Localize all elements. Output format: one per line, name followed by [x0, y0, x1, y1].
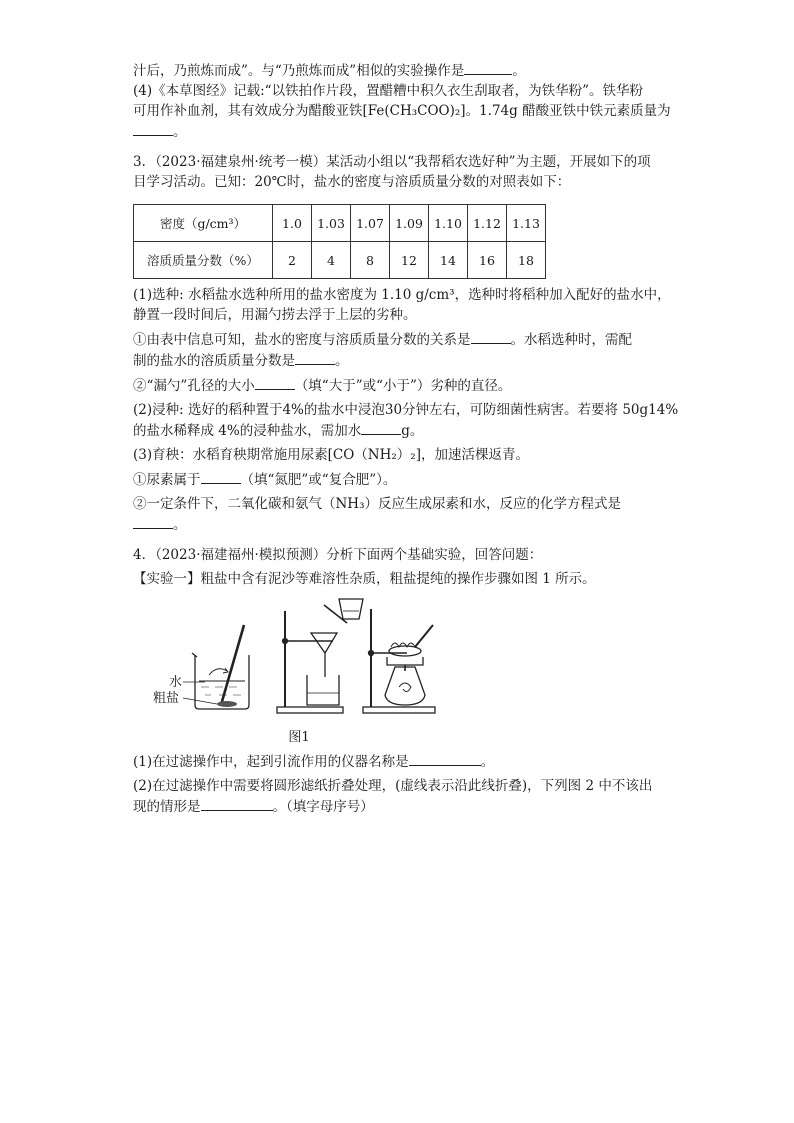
table-cell: 1.03: [312, 205, 351, 242]
text-line: (1)选种: 水稻盐水选种所用的盐水密度为 1.10 g/cm³，选种时将稻种加入配好的盐水中，: [133, 287, 671, 303]
answer-blank[interactable]: [133, 121, 173, 136]
text-line: ①尿素属于 （填“氮肥”或“复合肥”）。: [133, 469, 663, 490]
label-crude-salt: 粗盐: [153, 691, 180, 706]
document-page: [133, 60, 679, 817]
table-cell: 16: [468, 242, 507, 279]
text-line: (2)浸种: 选好的稻种置于4%的盐水中浸泡30分钟左右，可防细菌性病害。若要将 50g14%: [133, 402, 679, 418]
text-line: (4)《本草图经》记载:“以铁拍作片段，置醋糟中积久衣生刮取者，为铁华粉”。铁华粉: [133, 83, 643, 99]
text-line: 。: [133, 514, 663, 535]
text-line: (3)育秧：水稻育秧期常施用尿素[CO（NH₂）₂]，加速活棵返青。: [133, 447, 529, 463]
answer-blank[interactable]: [201, 796, 273, 811]
text-line: 【实验一】粗盐中含有泥沙等难溶性杂质，粗盐提纯的操作步骤如图 1 所示。: [133, 571, 596, 587]
text-line: (1)在过滤操作中，起到引流作用的仪器名称是 。: [133, 751, 663, 772]
table-cell: 1.09: [390, 205, 429, 242]
table-cell: 1.12: [468, 205, 507, 242]
text-line: ②一定条件下，二氧化碳和氨气（NH₃）反应生成尿素和水，反应的化学方程式是: [133, 496, 621, 512]
text-line: 可用作补血剂，其有效成分为醋酸亚铁[Fe(CH₃COO)₂]。1.74g 醋酸亚铁中铁元素质量为: [133, 103, 671, 119]
table-cell: 8: [351, 242, 390, 279]
figure-caption: 图1: [288, 730, 310, 745]
text-line: 汁后，乃煎炼而成”。与“乃煎炼而成”相似的实验操作是 。: [133, 60, 663, 81]
table-row: [134, 205, 546, 242]
text-line: 制的盐水的溶质质量分数是 。: [133, 350, 663, 371]
answer-blank[interactable]: [471, 329, 511, 344]
text-line: 。: [133, 121, 663, 142]
text-line: (2)在过滤操作中需要将圆形滤纸折叠处理，(虚线表示沿此线折叠)，下列图 2 中不该出: [133, 778, 653, 794]
table-row: [134, 242, 546, 279]
table-cell: 4: [312, 242, 351, 279]
figure-1: [149, 595, 449, 745]
table-cell: 18: [507, 242, 546, 279]
question-4-header: 4．（2023·福建福州·模拟预测）分析下面两个基础实验，回答问题：: [133, 547, 543, 563]
apparatus-illustration: [149, 595, 449, 720]
table-cell: 1.13: [507, 205, 546, 242]
table-cell: 1.10: [429, 205, 468, 242]
table-cell: 12: [390, 242, 429, 279]
text-line: ①由表中信息可知，盐水的密度与溶质质量分数的关系是 。水稻选种时，需配: [133, 329, 663, 350]
question-3-header: 3．（2023·福建泉州·统考一模）某活动小组以“我帮稻农选好种”为主题，开展如下的项: [133, 154, 651, 170]
answer-blank[interactable]: [133, 514, 173, 529]
table-cell: 14: [429, 242, 468, 279]
text-line: 的盐水稀释成 4%的浸种盐水，需加水 g。: [133, 420, 663, 441]
text-line: 目学习活动。已知：20℃时，盐水的密度与溶质质量分数的对照表如下：: [133, 174, 571, 190]
answer-blank[interactable]: [361, 420, 401, 435]
label-water: 水: [169, 675, 183, 690]
answer-blank[interactable]: [255, 375, 295, 390]
answer-blank[interactable]: [295, 350, 335, 365]
density-table: [133, 204, 546, 279]
table-cell: 1.0: [273, 205, 312, 242]
text-line: 静置一段时间后，用漏勺捞去浮于上层的劣种。: [133, 307, 417, 323]
table-row-label: 溶质质量分数（%）: [134, 242, 273, 279]
table-cell: 2: [273, 242, 312, 279]
text-line: 现的情形是 。（填字母序号）: [133, 796, 663, 817]
table-row-label: 密度（g/cm³）: [134, 205, 273, 242]
answer-blank[interactable]: [464, 60, 512, 75]
text-line: ②“漏勺”孔径的大小 （填“大于”或“小于”）劣种的直径。: [133, 375, 663, 396]
answer-blank[interactable]: [201, 469, 241, 484]
table-cell: 1.07: [351, 205, 390, 242]
answer-blank[interactable]: [409, 751, 481, 766]
